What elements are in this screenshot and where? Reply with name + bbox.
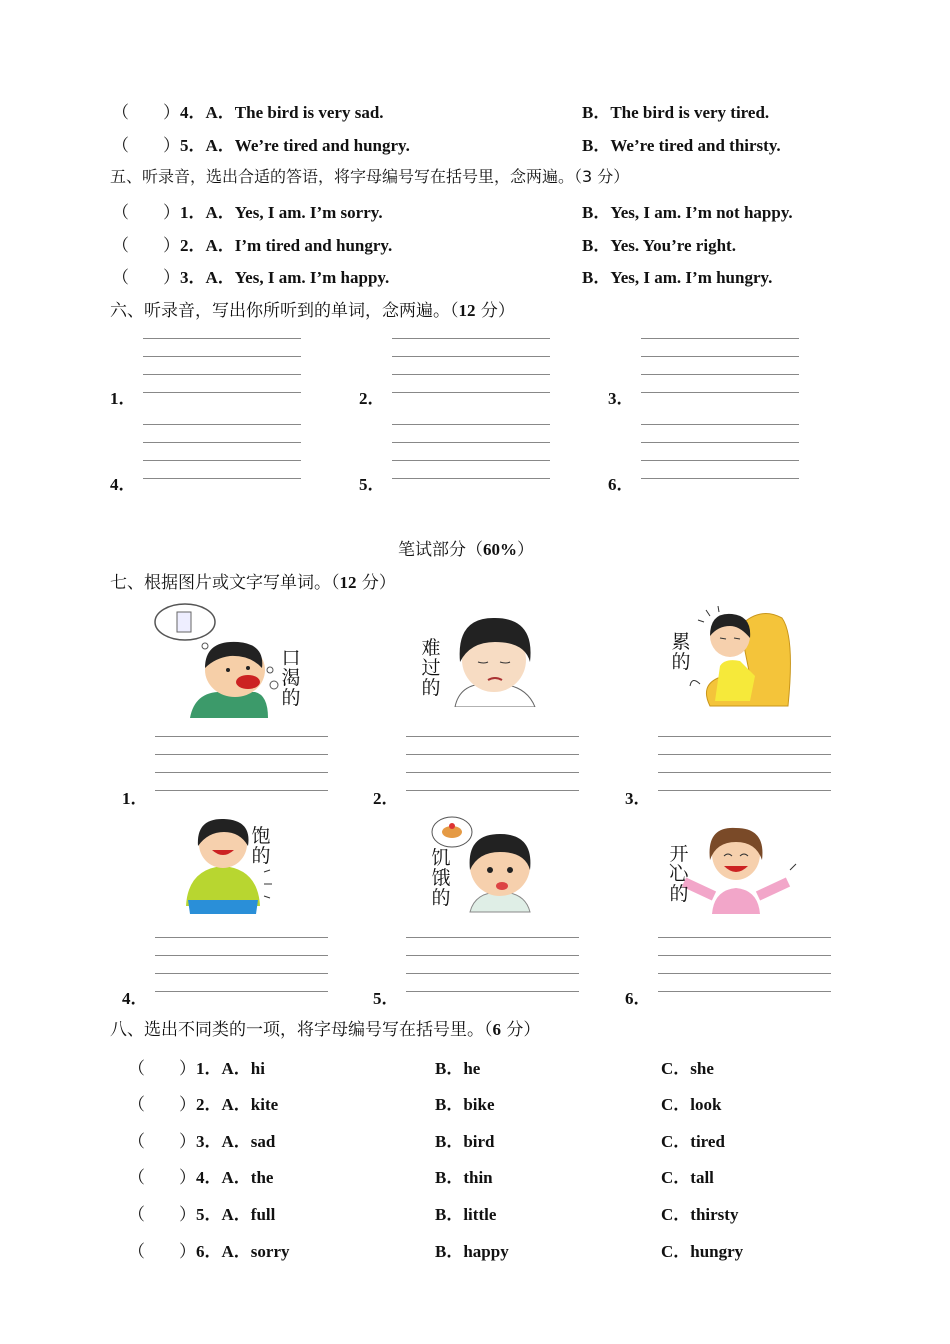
label-sad: 难过的 <box>421 637 441 699</box>
s7-writing-lines-6[interactable] <box>658 937 831 989</box>
option-a: A．The bird is very sad. <box>205 103 384 122</box>
s4-row-5-b: B．We’re tired and thirsty. <box>582 136 781 155</box>
s8-row-5-c: C．thirsty <box>661 1205 739 1224</box>
s4-row-5 <box>112 131 410 156</box>
s4-row-4-b: B．The bird is very tired. <box>582 103 770 122</box>
label-hungry: 饥饿的 <box>431 847 451 909</box>
s5-row-2-b: B．Yes. You’re right. <box>582 236 736 255</box>
s6-num-5: 5． <box>359 475 385 494</box>
label-happy: 开心的 <box>669 843 689 905</box>
s7-writing-lines-5[interactable] <box>406 937 579 989</box>
s6-writing-lines-5[interactable] <box>392 424 550 476</box>
written-part-heading: 笔试部分（60%） <box>398 540 534 560</box>
answer-blank[interactable]: （ ） <box>128 1095 196 1114</box>
s5-row-2 <box>112 231 392 256</box>
s8-row-1 <box>128 1054 265 1079</box>
option-a: A．the <box>221 1168 274 1187</box>
section7-title: 七、根据图片或文字写单词。（12 分） <box>110 573 396 593</box>
answer-blank[interactable]: （ ） <box>112 103 180 122</box>
s5-row-1-b: B．Yes, I am. I’m not happy. <box>582 203 793 222</box>
s7-num-6: 6． <box>625 989 651 1008</box>
s8-row-4-b: B．thin <box>435 1168 493 1187</box>
question-number: 5． <box>180 136 206 155</box>
answer-blank[interactable]: （ ） <box>112 136 180 155</box>
option-a: A．Yes, I am. I’m happy. <box>205 268 390 287</box>
s4-row-4 <box>112 98 384 123</box>
option-a: A．kite <box>221 1095 279 1114</box>
s7-writing-lines-1[interactable] <box>155 736 328 788</box>
option-a: A．I’m tired and hungry. <box>205 236 393 255</box>
s8-row-5 <box>128 1200 275 1225</box>
option-a: A．sorry <box>221 1242 290 1261</box>
answer-blank[interactable]: （ ） <box>128 1205 196 1224</box>
question-number: 2． <box>196 1095 222 1114</box>
s7-num-4: 4． <box>122 989 148 1008</box>
answer-blank[interactable]: （ ） <box>112 268 180 287</box>
answer-blank[interactable]: （ ） <box>128 1242 196 1261</box>
s7-num-1: 1． <box>122 789 148 808</box>
question-number: 1． <box>196 1059 222 1078</box>
s8-row-2 <box>128 1090 278 1115</box>
section5-title: 五、听录音，选出合适的答语，将字母编号写在括号里，念两遍。（3 分） <box>110 167 630 186</box>
s7-num-3: 3． <box>625 789 651 808</box>
question-number: 3． <box>180 268 206 287</box>
s7-num-5: 5． <box>373 989 399 1008</box>
s7-num-2: 2． <box>373 789 399 808</box>
s6-writing-lines-1[interactable] <box>143 338 301 390</box>
s7-writing-lines-4[interactable] <box>155 937 328 989</box>
answer-blank[interactable]: （ ） <box>112 236 180 255</box>
s6-writing-lines-3[interactable] <box>641 338 799 390</box>
s6-writing-lines-2[interactable] <box>392 338 550 390</box>
s6-num-4: 4． <box>110 475 136 494</box>
s8-row-6-c: C．hungry <box>661 1242 744 1261</box>
s5-row-1 <box>112 198 383 223</box>
question-number: 6． <box>196 1242 222 1261</box>
option-a: A．We’re tired and hungry. <box>205 136 410 155</box>
s8-row-3-c: C．tired <box>661 1132 725 1151</box>
s8-row-2-b: B．bike <box>435 1095 495 1114</box>
s6-num-2: 2． <box>359 389 385 408</box>
s7-writing-lines-3[interactable] <box>658 736 831 788</box>
label-thirsty: 口渴的 <box>281 647 301 709</box>
label-tired: 累的 <box>671 631 691 673</box>
s8-row-1-c: C．she <box>661 1059 714 1078</box>
s8-row-6-b: B．happy <box>435 1242 509 1261</box>
answer-blank[interactable]: （ ） <box>128 1132 196 1151</box>
question-number: 5． <box>196 1205 222 1224</box>
answer-blank[interactable]: （ ） <box>128 1168 196 1187</box>
s8-row-4-c: C．tall <box>661 1168 714 1187</box>
s5-row-3 <box>112 263 389 288</box>
s6-writing-lines-6[interactable] <box>641 424 799 476</box>
option-a: A．sad <box>221 1132 276 1151</box>
s6-num-6: 6． <box>608 475 634 494</box>
section6-title: 六、听录音，写出你所听到的单词，念两遍。（12 分） <box>110 301 515 321</box>
sad-girl-illustration <box>440 612 550 707</box>
option-a: A．Yes, I am. I’m sorry. <box>205 203 383 222</box>
section8-title: 八、选出不同类的一项，将字母编号写在括号里。（6 分） <box>110 1020 541 1040</box>
s8-row-4 <box>128 1163 273 1188</box>
s6-num-1: 1． <box>110 389 136 408</box>
option-a: A．hi <box>221 1059 265 1078</box>
question-number: 3． <box>196 1132 222 1151</box>
answer-blank[interactable]: （ ） <box>128 1059 196 1078</box>
s7-writing-lines-2[interactable] <box>406 736 579 788</box>
option-a: A．full <box>221 1205 276 1224</box>
s8-row-2-c: C．look <box>661 1095 722 1114</box>
s8-row-3-b: B．bird <box>435 1132 495 1151</box>
label-full: 饱的 <box>251 825 271 867</box>
answer-blank[interactable]: （ ） <box>112 203 180 222</box>
s6-num-3: 3． <box>608 389 634 408</box>
question-number: 4． <box>180 103 206 122</box>
question-number: 4． <box>196 1168 222 1187</box>
s5-row-3-b: B．Yes, I am. I’m hungry. <box>582 268 773 287</box>
s8-row-5-b: B．little <box>435 1205 497 1224</box>
s6-writing-lines-4[interactable] <box>143 424 301 476</box>
s8-row-6 <box>128 1237 289 1262</box>
s8-row-3 <box>128 1127 275 1152</box>
question-number: 2． <box>180 236 206 255</box>
question-number: 1． <box>180 203 206 222</box>
s8-row-1-b: B．he <box>435 1059 481 1078</box>
